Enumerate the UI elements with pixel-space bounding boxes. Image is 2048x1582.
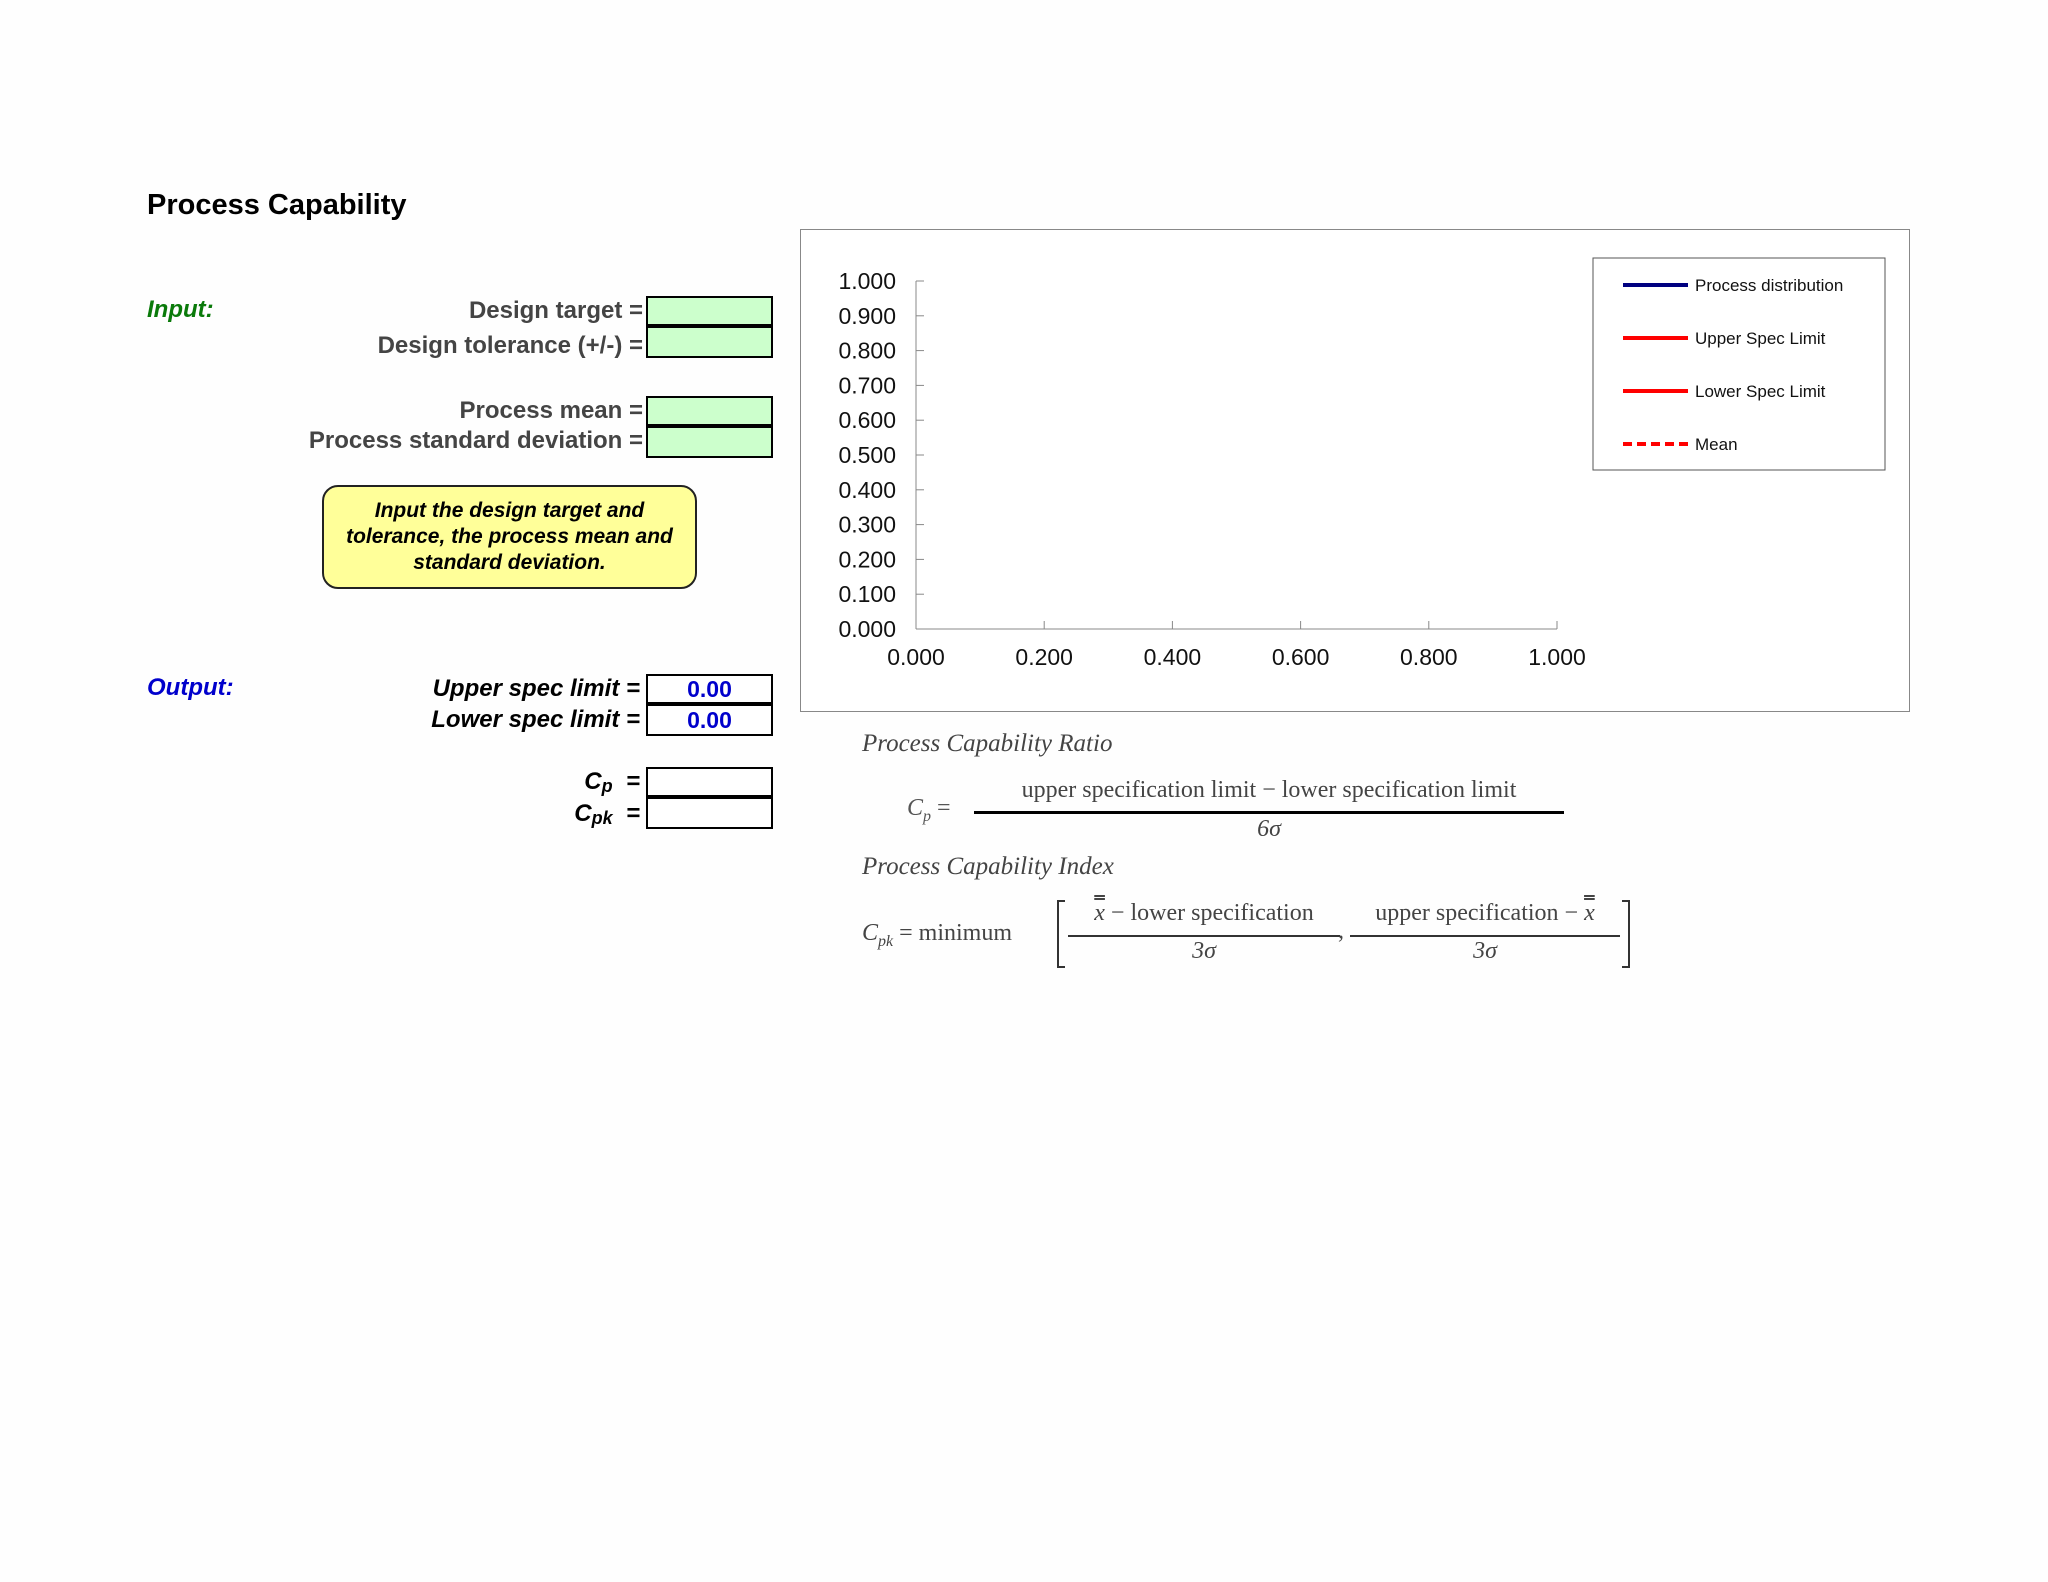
y-tick-label: 0.200 bbox=[838, 546, 896, 573]
cpk-formula-lhs bbox=[862, 920, 1012, 951]
cpk-lhs-sub: pk bbox=[878, 932, 894, 950]
x-tick-label: 0.200 bbox=[1015, 644, 1073, 670]
upper-spec-label: Upper spec limit = bbox=[432, 675, 640, 702]
cp-label-sub: p bbox=[601, 776, 613, 796]
x-tick-label: 0.800 bbox=[1400, 644, 1458, 670]
x-tick-label: 0.000 bbox=[887, 644, 945, 670]
process-sd-label: Process standard deviation = bbox=[308, 427, 643, 454]
cpk-label bbox=[574, 800, 640, 829]
y-tick-label: 0.900 bbox=[838, 302, 896, 329]
cpk-term2-numerator-text: upper specification − bbox=[1375, 900, 1585, 926]
design-target-label: Design target = bbox=[468, 297, 643, 324]
cp-value bbox=[646, 767, 773, 797]
cp-lhs-main: C bbox=[907, 795, 924, 821]
x-tick-label: 1.000 bbox=[1528, 644, 1586, 670]
process-mean-label: Process mean = bbox=[459, 397, 643, 424]
instruction-note-text: Input the design target and tolerance, the process mean and standard deviation. bbox=[346, 499, 673, 574]
chart-legend bbox=[1593, 258, 1885, 470]
cp-eq-sign: = bbox=[937, 795, 951, 821]
cp-label bbox=[584, 768, 640, 797]
cpk-lhs-main: C bbox=[862, 920, 879, 946]
cpk-term1-xbar: x bbox=[1094, 900, 1105, 926]
y-tick-label: 0.500 bbox=[838, 442, 896, 468]
legend-label: Upper Spec Limit bbox=[1695, 329, 1826, 348]
cp-numerator: upper specification limit − lower specification limit bbox=[1021, 777, 1517, 803]
index-title: Process Capability Index bbox=[862, 853, 1114, 880]
process-mean-input[interactable] bbox=[646, 396, 773, 426]
x-tick-label: 0.400 bbox=[1143, 644, 1202, 670]
cp-lhs-sub: p bbox=[923, 807, 932, 825]
y-tick-label: 0.700 bbox=[838, 372, 896, 399]
cpk-term2-denominator: 3σ bbox=[1473, 938, 1497, 964]
legend-label: Lower Spec Limit bbox=[1695, 382, 1826, 401]
upper-spec-value: 0.00 bbox=[646, 674, 773, 704]
y-tick-label: 0.400 bbox=[838, 476, 896, 503]
process-sd-input[interactable] bbox=[646, 426, 773, 458]
y-tick-label: 1.000 bbox=[838, 268, 896, 294]
design-target-input[interactable] bbox=[646, 296, 773, 326]
cpk-label-equals: = bbox=[625, 800, 640, 827]
process-chart[interactable] bbox=[800, 229, 1910, 712]
cpk-comma: , bbox=[1338, 918, 1344, 944]
cp-formula-lhs bbox=[907, 795, 951, 826]
design-tolerance-input[interactable] bbox=[646, 326, 773, 358]
chart-axes bbox=[838, 268, 1585, 670]
y-tick-label: 0.800 bbox=[838, 337, 896, 364]
cp-fraction-bar bbox=[974, 811, 1564, 814]
cpk-right-bracket bbox=[1622, 900, 1630, 968]
legend-label: Process distribution bbox=[1695, 276, 1844, 295]
cpk-label-main: C bbox=[574, 800, 592, 827]
cpk-value bbox=[646, 797, 773, 829]
y-tick-label: 0.100 bbox=[838, 581, 896, 608]
cpk-term1-numerator bbox=[1068, 900, 1340, 927]
cpk-left-bracket bbox=[1057, 900, 1065, 968]
legend-label: Mean bbox=[1695, 435, 1738, 454]
input-section-label: Input: bbox=[147, 296, 214, 323]
y-tick-label: 0.000 bbox=[838, 616, 896, 642]
cpk-term2-bar bbox=[1350, 935, 1620, 937]
cpk-eq-sign: = bbox=[899, 920, 913, 946]
cpk-label-sub: pk bbox=[591, 808, 613, 828]
process-chart-svg bbox=[801, 230, 1911, 713]
y-tick-label: 0.300 bbox=[838, 511, 896, 538]
cp-label-main: C bbox=[584, 768, 602, 795]
cpk-term1-denominator: 3σ bbox=[1192, 938, 1216, 964]
cpk-term2-xbar: x bbox=[1584, 900, 1595, 926]
output-section-label: Output: bbox=[147, 674, 234, 701]
cpk-term1-numerator-text: − lower specification bbox=[1104, 900, 1314, 926]
ratio-title: Process Capability Ratio bbox=[862, 730, 1113, 757]
lower-spec-label: Lower spec limit = bbox=[431, 706, 640, 733]
cp-denominator: 6σ bbox=[1257, 816, 1281, 842]
x-tick-label: 0.600 bbox=[1271, 644, 1330, 670]
lower-spec-value: 0.00 bbox=[646, 704, 773, 736]
cp-label-equals: = bbox=[625, 768, 640, 795]
design-tolerance-label: Design tolerance (+/-) = bbox=[377, 332, 643, 359]
sheet-title: Process Capability bbox=[147, 189, 407, 221]
cpk-minimum: minimum bbox=[918, 920, 1013, 946]
y-tick-label: 0.600 bbox=[838, 407, 896, 434]
cpk-term2-numerator bbox=[1350, 900, 1620, 927]
instruction-note bbox=[322, 485, 697, 589]
cpk-term1-bar bbox=[1068, 935, 1340, 937]
